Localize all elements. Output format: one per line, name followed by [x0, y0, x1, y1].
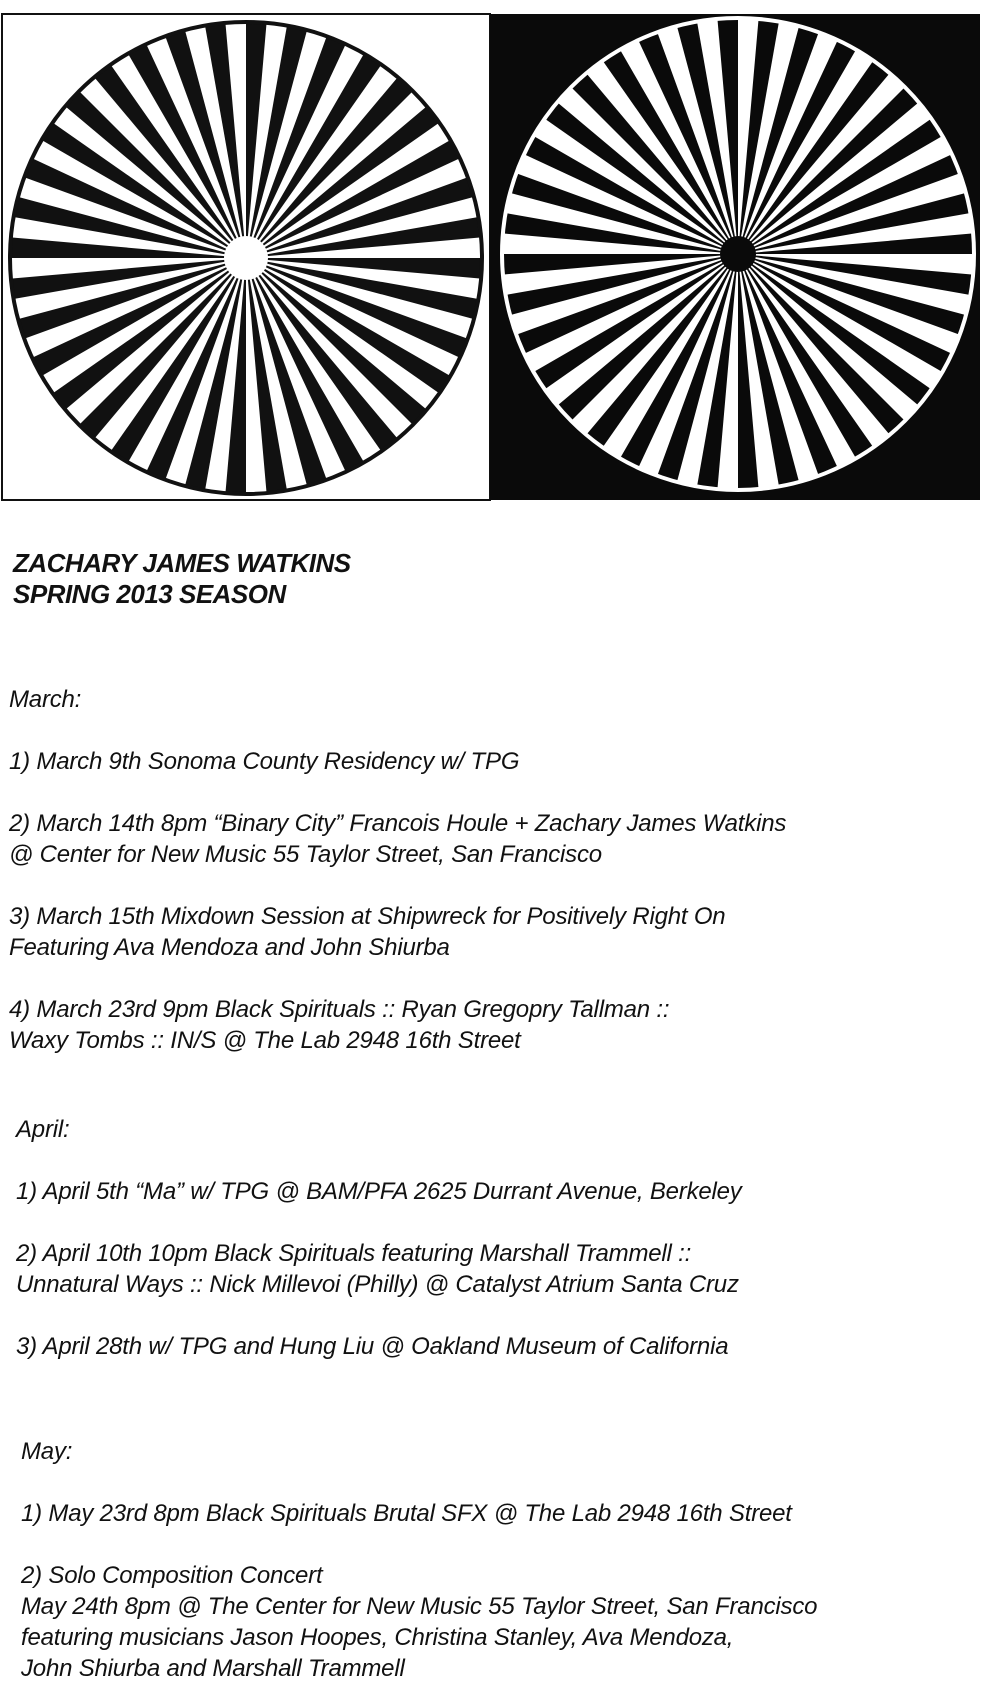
list-item [16, 1238, 742, 1300]
list-item-line: 2) March 14th 8pm “Binary City” Francois Houle + Zachary James Watkins [9, 810, 787, 837]
april-heading: April: [16, 1116, 70, 1143]
list-item-line: May 24th 8pm @ The Center for New Music 55 Taylor Street, San Francisco [21, 1593, 818, 1620]
list-item [16, 1176, 742, 1207]
list-item [21, 1498, 817, 1529]
list-item [9, 901, 786, 963]
march-section [9, 684, 786, 1056]
page-title [13, 548, 351, 610]
wheel-center [720, 236, 756, 272]
title-season: SPRING 2013 SEASON [13, 579, 286, 609]
wheel-center [224, 236, 268, 280]
list-item-line: Unnatural Ways :: Nick Millevoi (Philly) @ Catalyst Atrium Santa Cruz [16, 1271, 739, 1298]
list-item-line: Waxy Tombs :: IN/S @ The Lab 2948 16th Street [9, 1027, 521, 1054]
list-item-line: 1) April 5th “Ma” w/ TPG @ BAM/PFA 2625 Durrant Avenue, Berkeley [16, 1178, 742, 1205]
list-item [16, 1331, 742, 1362]
list-item [21, 1560, 817, 1684]
list-item-line: 3) March 15th Mixdown Session at Shipwreck for Positively Right On [9, 903, 726, 930]
april-section [16, 1114, 742, 1362]
march-heading: March: [9, 686, 82, 713]
list-item [9, 746, 786, 777]
list-item-line: 4) March 23rd 9pm Black Spirituals :: Ryan Gregopry Tallman :: [9, 996, 670, 1023]
list-item-line: 1) May 23rd 8pm Black Spirituals Brutal SFX @ The Lab 2948 16th Street [21, 1500, 792, 1527]
list-item-line: Featuring Ava Mendoza and John Shiurba [9, 934, 450, 961]
list-item-line: 3) April 28th w/ TPG and Hung Liu @ Oakland Museum of California [16, 1333, 729, 1360]
list-item-line: 1) March 9th Sonoma County Residency w/ TPG [9, 748, 520, 775]
may-section [21, 1436, 817, 1684]
op-art-artwork [0, 12, 984, 504]
list-item [9, 808, 786, 870]
list-item-line: @ Center for New Music 55 Taylor Street, San Francisco [9, 841, 602, 868]
title-artist-name: ZACHARY JAMES WATKINS [13, 548, 351, 578]
may-heading: May: [21, 1438, 73, 1465]
list-item-line: John Shiurba and Marshall Trammell [21, 1655, 405, 1682]
list-item-line: 2) Solo Composition Concert [21, 1562, 323, 1589]
list-item-line: featuring musicians Jason Hoopes, Christina Stanley, Ava Mendoza, [21, 1624, 734, 1651]
list-item-line: 2) April 10th 10pm Black Spirituals featuring Marshall Trammell :: [16, 1240, 692, 1267]
list-item [9, 994, 786, 1056]
